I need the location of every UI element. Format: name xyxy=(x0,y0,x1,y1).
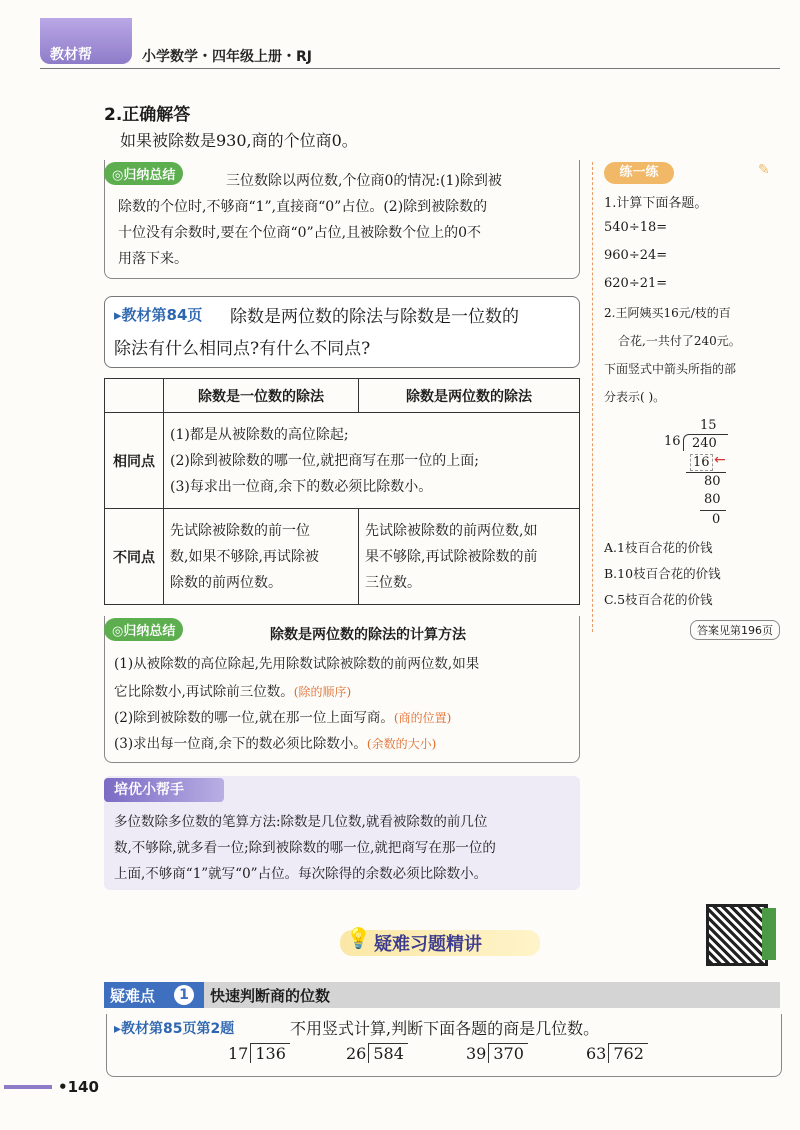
same-line-2: (2)除到被除数的哪一位,就把商写在那一位的上面; xyxy=(170,452,479,469)
task-ref: ▸教材第85页第2题 xyxy=(114,1021,235,1037)
diff-right-line-2: 果不够除,再试除被除数的前 xyxy=(365,548,538,565)
table-header-one-digit: 除数是一位数的除法 xyxy=(164,379,359,413)
summary-2-line-3: (3)求出每一位商,余下的数必须比除数小。(余数的大小) xyxy=(114,736,437,752)
side-divider xyxy=(592,162,593,632)
diff-left-line-3: 除数的前两位数。 xyxy=(170,574,282,591)
diff-left-line-2: 数,如果不够除,再试除被 xyxy=(170,548,319,565)
target-icon: ◎ xyxy=(112,168,124,183)
side-q2-line-2: 合花,一共付了240元。 xyxy=(618,334,741,348)
point-label: 疑难点 xyxy=(110,987,156,1005)
summary-1-line-3: 十位没有余数时,要在个位商“0”占位,且被除数个位上的0不 xyxy=(118,225,482,241)
page-number: •140 xyxy=(58,1078,99,1096)
point-bar xyxy=(104,982,780,1008)
div-problem-3: 39 370 xyxy=(466,1044,528,1063)
note-order: (除的顺序) xyxy=(293,685,352,699)
arrow-icon: ← xyxy=(714,452,726,468)
div-sub-2: 80 xyxy=(704,492,721,507)
summary-2-line-1a: (1)从被除数的高位除起,先用除数试除被除数的前两位数,如果 xyxy=(114,656,480,672)
div-rem-2: 0 xyxy=(712,512,721,527)
header-title: 小学数学・四年级上册・RJ xyxy=(142,49,312,65)
note-remainder: (余数的大小) xyxy=(366,737,437,751)
div-line-2 xyxy=(700,510,726,511)
div-problem-2: 26 584 xyxy=(346,1044,408,1063)
hard-banner-title: 疑难习题精讲 xyxy=(374,934,482,955)
question-line-1: 除数是两位数的除法与除数是一位数的 xyxy=(230,307,519,327)
side-q2-line-4: 分表示( )。 xyxy=(604,390,666,404)
header-tab xyxy=(40,18,132,64)
side-option-c: C.5枝百合花的价钱 xyxy=(604,592,713,607)
summary-badge-1: ◎归纳总结 xyxy=(104,162,183,185)
qr-side-tab xyxy=(762,908,776,960)
question-line-2: 除法有什么相同点?有什么不同点? xyxy=(114,339,371,359)
same-label: 相同点 xyxy=(105,413,164,509)
summary-badge-2: ◎归纳总结 xyxy=(104,618,183,641)
point-title: 快速判断商的位数 xyxy=(210,987,331,1005)
div-sub-1: 16 xyxy=(690,454,713,471)
point-number: 1 xyxy=(174,985,194,1005)
side-calc-3: 620÷21= xyxy=(604,276,668,291)
section-answer: 如果被除数是930,商的个位商0。 xyxy=(120,131,358,150)
div-quotient: 15 xyxy=(700,418,717,433)
same-line-1: (1)都是从被除数的高位除起; xyxy=(170,426,349,443)
lightbulb-icon: 💡 xyxy=(346,926,371,950)
helper-line-3: 上面,不够商“1”就写“0”占位。每次除得的余数必须比除数小。 xyxy=(114,866,488,882)
div-divisor: 16 xyxy=(664,434,681,449)
header-tag: 教材帮 xyxy=(50,47,92,63)
helper-badge: 培优小帮手 xyxy=(104,778,224,802)
practice-badge: 练一练 xyxy=(604,162,674,184)
helper-line-1: 多位数除多位数的笔算方法:除数是几位数,就看被除数的前几位 xyxy=(114,814,488,830)
diff-right-line-1: 先试除被除数的前两位数,如 xyxy=(365,522,538,539)
table-header-two-digit: 除数是两位数的除法 xyxy=(359,379,580,413)
side-q2-line-3: 下面竖式中箭头所指的部 xyxy=(604,362,737,376)
side-q1: 1.计算下面各题。 xyxy=(604,196,708,211)
side-option-a: A.1枝百合花的价钱 xyxy=(604,540,713,555)
summary-1-line-2: 除数的个位时,不够商“1”,直接商“0”占位。(2)除到被除数的 xyxy=(118,199,488,215)
summary-2-line-1b: 它比除数小,再试除前三位数。(除的顺序) xyxy=(114,684,352,700)
table-header-empty xyxy=(105,379,164,413)
summary-2-line-2: (2)除到被除数的哪一位,就在那一位上面写商。(商的位置) xyxy=(114,710,452,726)
side-q2-line-1: 2.王阿姨买16元/枝的百 xyxy=(604,306,731,320)
diff-right-cell xyxy=(359,509,580,605)
div-problem-4: 63 762 xyxy=(586,1044,648,1063)
div-line-1 xyxy=(686,472,726,473)
note-position: (商的位置) xyxy=(393,711,452,725)
diff-right-line-3: 三位数。 xyxy=(365,574,421,591)
answer-ref: 答案见第196页 xyxy=(690,620,780,640)
target-icon: ◎ xyxy=(112,624,124,639)
side-option-b: B.10枝百合花的价钱 xyxy=(604,566,721,581)
same-cell xyxy=(164,413,580,509)
task-text: 不用竖式计算,判断下面各题的商是几位数。 xyxy=(290,1019,600,1038)
same-line-3: (3)每求出一位商,余下的数必须比除数小。 xyxy=(170,478,433,495)
summary-1-line-1: 三位数除以两位数,个位商0的情况:(1)除到被 xyxy=(226,173,502,189)
diff-left-cell xyxy=(164,509,359,605)
div-dividend: 240 xyxy=(692,436,717,451)
comparison-table xyxy=(104,378,580,605)
side-calc-2: 960÷24= xyxy=(604,248,668,263)
page-number-bar xyxy=(4,1085,52,1089)
section-title: 2.正确解答 xyxy=(104,105,191,125)
diff-left-line-1: 先试除被除数的前一位 xyxy=(170,522,310,539)
side-calc-1: 540÷18= xyxy=(604,220,668,235)
qr-code xyxy=(706,904,768,966)
helper-line-2: 数,不够除,就多看一位;除到被除数的哪一位,就把商写在那一位的 xyxy=(114,840,496,856)
div-problem-1: 17 136 xyxy=(228,1044,290,1063)
summary-1-line-4: 用落下来。 xyxy=(118,251,188,267)
div-rem-1: 80 xyxy=(704,474,721,489)
summary-2-title: 除数是两位数的除法的计算方法 xyxy=(270,627,466,643)
header-divider xyxy=(40,68,780,69)
diff-label: 不同点 xyxy=(105,509,164,605)
question-ref: ▸教材第84页 xyxy=(114,306,203,324)
pencil-icon: ✎ xyxy=(758,162,770,178)
